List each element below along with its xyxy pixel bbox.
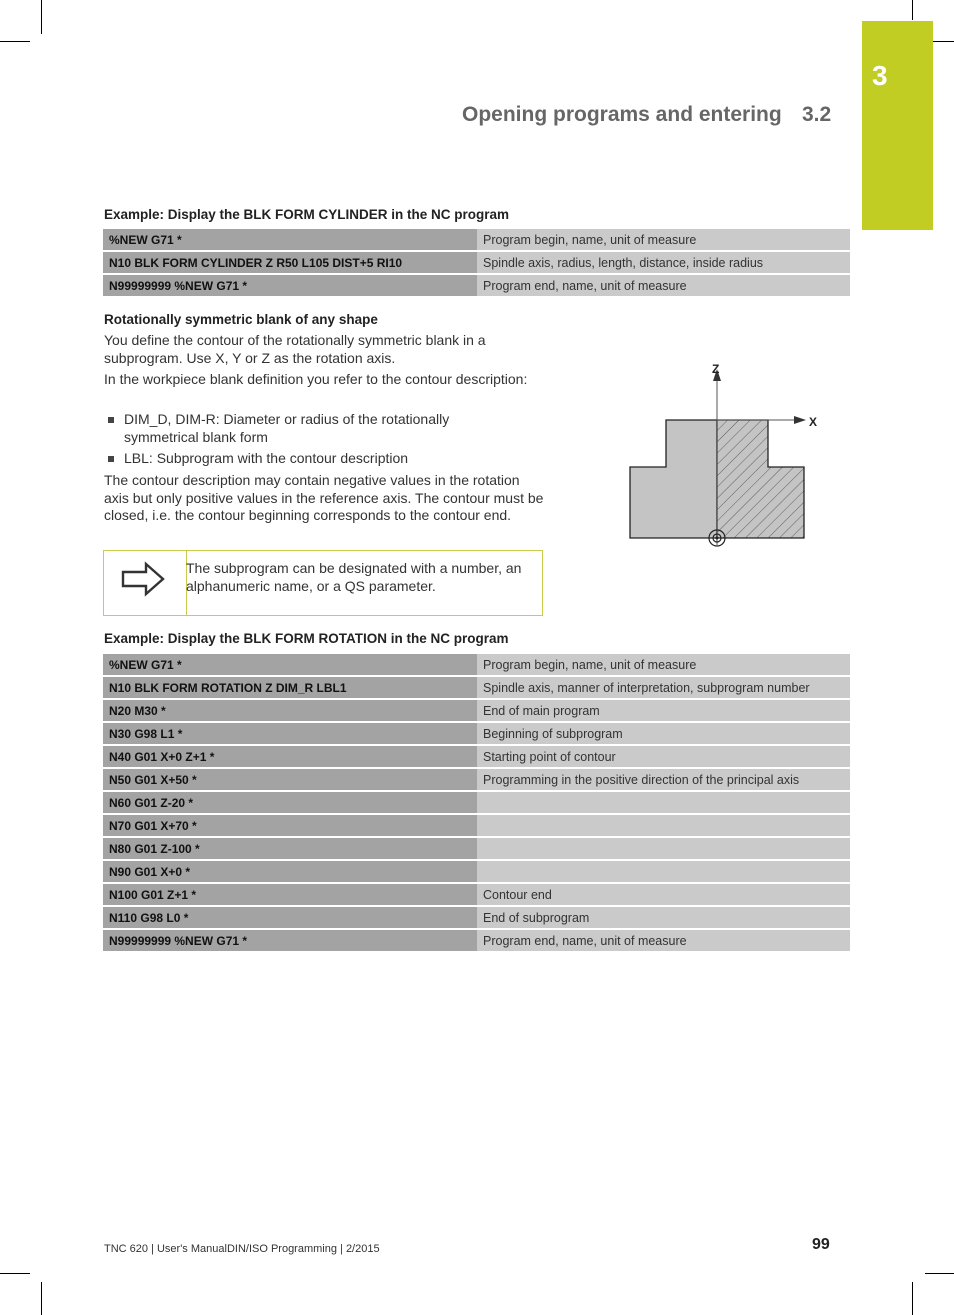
table-row [103,769,850,790]
nc-code: N10 BLK FORM ROTATION Z DIM_R LBL1 [103,677,477,698]
chapter-number: 3 [872,60,888,91]
nc-code: N20 M30 * [103,700,477,721]
chapter-tab [862,21,933,230]
z-axis-label: Z [712,362,720,376]
nc-description [477,838,850,859]
origin-dot [716,537,719,540]
blank-contour-hatched [717,420,804,538]
crop-mark [41,1282,42,1315]
table-row [103,792,850,813]
table-row [103,815,850,836]
nc-code: N70 G01 X+70 * [103,815,477,836]
x-axis-arrow-icon [794,416,806,424]
crop-mark [925,1273,954,1274]
nc-description: Program begin, name, unit of measure [477,229,850,250]
section-title: Opening programs and entering [462,103,782,126]
nc-description: Programming in the positive direction of the principal axis [477,769,850,790]
nc-description: Contour end [477,884,850,905]
nc-description: Program begin, name, unit of measure [477,654,850,675]
table-row [103,677,850,698]
nc-code: N110 G98 L0 * [103,907,477,928]
bullet-square-icon [108,456,114,462]
nc-code: N50 G01 X+50 * [103,769,477,790]
nc-code: N99999999 %NEW G71 * [103,275,477,296]
nc-description [477,861,850,882]
nc-description [477,792,850,813]
blank-left-half [630,420,717,538]
table-row [103,746,850,767]
nc-description: End of main program [477,700,850,721]
crop-mark [912,1282,913,1315]
contour-diagram [600,355,830,560]
table-row [103,654,850,675]
nc-code: N80 G01 Z-100 * [103,838,477,859]
crop-mark [912,0,913,20]
example1-heading: Example: Display the BLK FORM CYLINDER in the NC program [104,207,510,222]
table-row [103,275,850,296]
nc-description: Spindle axis, radius, length, distance, inside radius [477,252,850,273]
table-row [103,907,850,928]
bullet-square-icon [108,417,114,423]
paragraph: You define the contour of the rotationally symmetric blank in a subprogram. Use X, Y or Z as the rotation axis. [104,332,486,366]
nc-code: %NEW G71 * [103,654,477,675]
table-row [103,252,850,273]
footer-text: TNC 620 | User's ManualDIN/ISO Programming | 2/2015 [104,1243,380,1255]
nc-code: N100 G01 Z+1 * [103,884,477,905]
rotation-heading: Rotationally symmetric blank of any shape [104,312,378,327]
nc-description: Program end, name, unit of measure [477,275,850,296]
nc-description: Program end, name, unit of measure [477,930,850,951]
nc-code: N90 G01 X+0 * [103,861,477,882]
crop-mark [41,0,42,34]
example2-table [103,652,850,953]
nc-code: %NEW G71 * [103,229,477,250]
example1-table [103,227,850,298]
example2-heading: Example: Display the BLK FORM ROTATION in the NC program [104,631,509,646]
table-row [103,861,850,882]
section-number: 3.2 [802,103,832,126]
nc-description: Starting point of contour [477,746,850,767]
list-item-text: DIM_D, DIM-R: Diameter or radius of the rotationally symmetrical blank form [124,411,450,445]
table-row [103,884,850,905]
note-text: The subprogram can be designated with a number, an alphanumeric name, or a QS parameter. [186,560,522,594]
nc-description: Spindle axis, manner of interpretation, subprogram number [477,677,850,698]
list-item-text: LBL: Subprogram with the contour description [124,450,409,466]
x-axis-label: X [809,415,818,429]
crop-mark [0,41,30,42]
nc-code: N10 BLK FORM CYLINDER Z R50 L105 DIST+5 RI10 [103,252,477,273]
nc-code: N40 G01 X+0 Z+1 * [103,746,477,767]
nc-description: End of subprogram [477,907,850,928]
crop-mark [0,1273,30,1274]
paragraph: In the workpiece blank definition you refer to the contour description: [104,371,528,387]
nc-description: Beginning of subprogram [477,723,850,744]
nc-code: N60 G01 Z-20 * [103,792,477,813]
paragraph: The contour description may contain negative values in the rotation axis but only positive values in the reference axis. The contour must be closed, i.e. the contour beginning corresponds to the contour end. [104,472,544,523]
table-row [103,700,850,721]
table-row [103,229,850,250]
right-arrow-icon [120,561,166,602]
page-number: 99 [812,1236,830,1253]
table-row [103,723,850,744]
table-row [103,930,850,951]
table-row [103,838,850,859]
nc-description [477,815,850,836]
nc-code: N99999999 %NEW G71 * [103,930,477,951]
nc-code: N30 G98 L1 * [103,723,477,744]
note-box [103,550,543,616]
